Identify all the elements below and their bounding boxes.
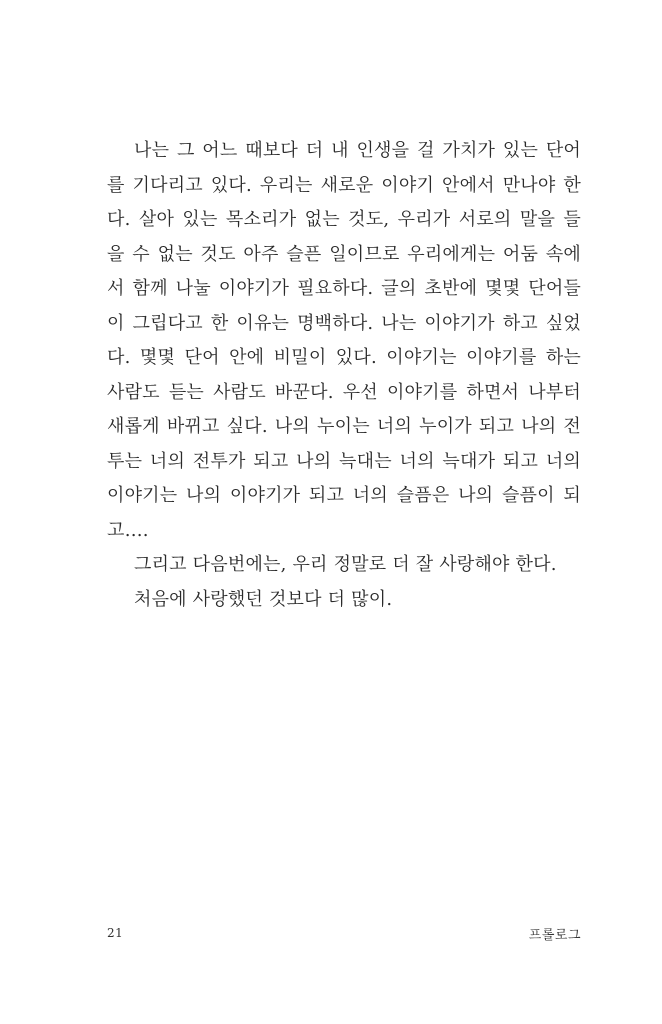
text-line: 새롭게 바뀌고 싶다. 나의 누이는 너의 누이가 되고 나의 전	[107, 416, 581, 437]
text-line: 사람도 듣는 사람도 바꾼다. 우선 이야기를 하면서 나부터	[107, 381, 581, 403]
text-line: 투는 너의 전투가 되고 나의 늑대는 너의 늑대가 되고 너의	[107, 450, 581, 472]
text-line: 을 수 없는 것도 아주 슬픈 일이므로 우리에게는 어둠 속에	[107, 243, 581, 265]
text-line: 그리고 다음번에는, 우리 정말로 더 잘 사랑해야 한다.	[134, 554, 557, 575]
page-number: 21	[107, 926, 124, 940]
text-line: 고….	[107, 519, 149, 541]
running-footer-title: 프롤로그	[528, 928, 581, 943]
body-text	[107, 134, 581, 617]
text-line: 다. 몇몇 단어 안에 비밀이 있다. 이야기는 이야기를 하는	[107, 347, 581, 368]
text-line: 이야기는 나의 이야기가 되고 너의 슬픔은 나의 슬픔이 되	[107, 485, 581, 506]
text-line: 처음에 사랑했던 것보다 더 많이.	[134, 588, 393, 610]
text-line: 이 그립다고 한 이유는 명백하다. 나는 이야기가 하고 싶었	[107, 312, 581, 334]
text-line: 다. 살아 있는 목소리가 없는 것도, 우리가 서로의 말을 들	[107, 209, 581, 230]
text-line: 서 함께 나눌 이야기가 필요하다. 글의 초반에 몇몇 단어들	[107, 278, 581, 299]
text-line: 를 기다리고 있다. 우리는 새로운 이야기 안에서 만나야 한	[107, 174, 581, 196]
text-line: 나는 그 어느 때보다 더 내 인생을 걸 가치가 있는 단어	[134, 140, 581, 161]
